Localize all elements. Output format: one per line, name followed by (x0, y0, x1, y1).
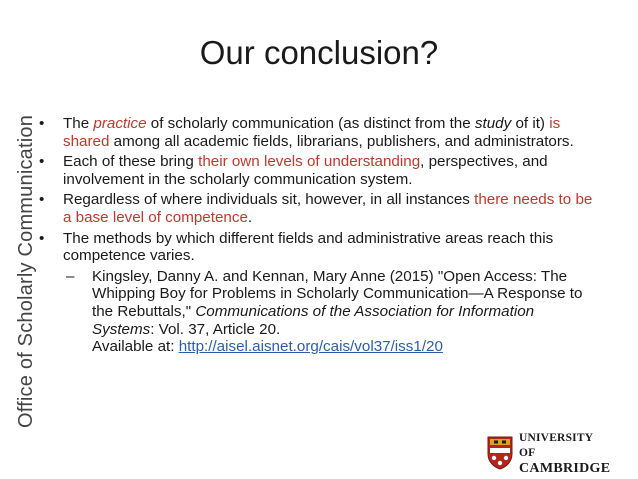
bullet-text (63, 230, 599, 265)
slide-content (39, 115, 599, 356)
university-logo (487, 431, 612, 476)
bullet-item (39, 230, 599, 265)
text-run: Kingsley, Danny A. and Kennan, Mary Anne (2015) "Open Access: The Whipping Boy for Problems in Scholarly Communication—A Response to the Rebuttals," (92, 267, 583, 320)
bullet-mark: • (39, 229, 45, 247)
sub-bullet-mark: – (66, 267, 75, 285)
journal-title: Communications of the Association for Information Systems (92, 302, 535, 338)
text-run: of scholarly communication (as distinct from the (146, 115, 475, 132)
citation-link[interactable]: http://aisel.aisnet.org/cais/vol37/iss1/20 (178, 338, 443, 356)
logo-line-2: CAMBRIDGE (519, 460, 611, 476)
text-run: . (247, 208, 253, 226)
logo-wordmark (519, 431, 612, 476)
citation-text (92, 268, 599, 356)
bullet-mark: • (39, 153, 45, 171)
sub-bullet-citation (66, 268, 599, 356)
italic-text: study (474, 115, 512, 132)
text-run: Regardless of where individuals sit, however, in all instances (63, 191, 475, 209)
bullet-text (63, 191, 599, 226)
highlight-text: their own levels of understanding (198, 153, 421, 171)
text-run: Each of these bring (63, 153, 199, 171)
text-run: : Vol. 37, Article 20. (150, 320, 281, 338)
available-label: Available at: (92, 338, 179, 356)
text-run: of it) (511, 115, 550, 132)
bullet-item (39, 153, 599, 188)
text-run: The methods by which different fields and administrative areas reach this competence varies. (63, 229, 554, 265)
highlight-text: is shared (63, 115, 561, 150)
bullet-text (63, 153, 599, 188)
cambridge-crest-icon (487, 436, 513, 470)
text-run: among all academic fields, librarians, publishers, and administrators. (109, 132, 574, 150)
bullet-mark: • (39, 115, 45, 132)
text-run: The (63, 115, 94, 132)
text-run: , perspectives, and involvement in the scholarly communication system. (63, 153, 548, 188)
bullet-text (63, 115, 599, 150)
bullet-mark: • (39, 191, 45, 209)
highlight-text: practice (93, 115, 147, 132)
bullet-item (39, 115, 599, 150)
highlight-text: there needs to be a base level of competence (63, 191, 593, 226)
slide-title: Our conclusion? (199, 34, 439, 71)
bullet-item (39, 191, 599, 226)
side-label-office: Office of Scholarly Communication (15, 114, 37, 428)
logo-line-1: UNIVERSITY OF (519, 431, 593, 459)
